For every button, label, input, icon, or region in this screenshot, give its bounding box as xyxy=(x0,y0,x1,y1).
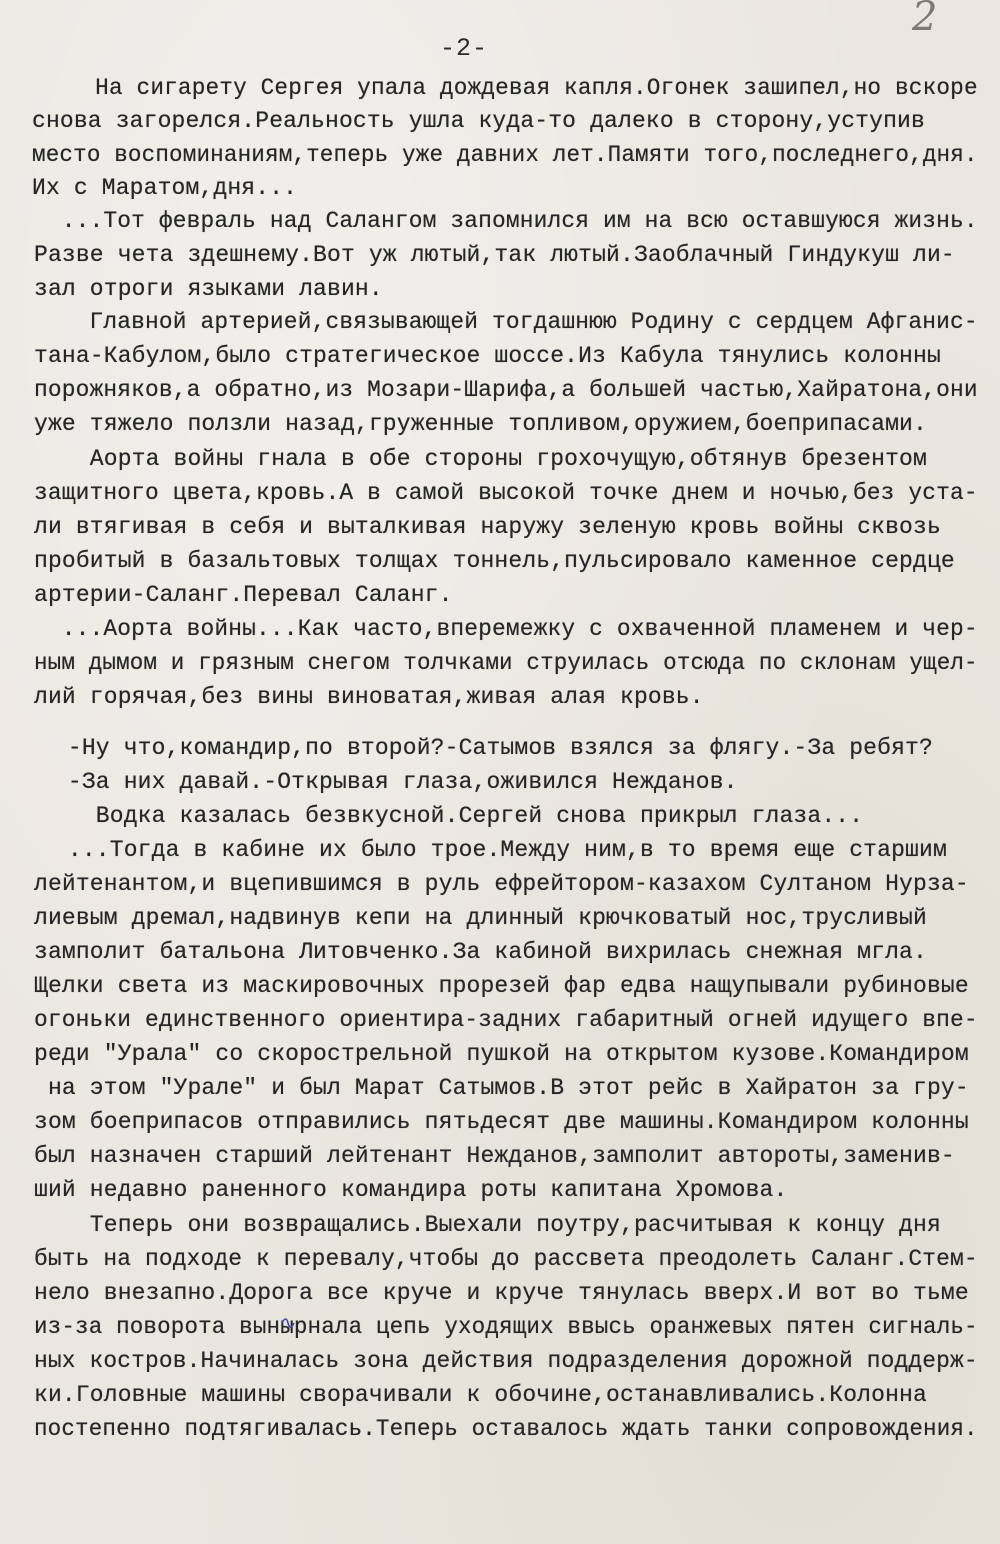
text-line: огоньки единственного ориентира-задних габаритный огней идущего впе- xyxy=(34,1007,978,1033)
text-line: Разве чета здешнему.Вот уж лютый,так лютый.Заоблачный Гиндукуш ли- xyxy=(34,242,955,268)
text-line: нело внезапно.Дорога все круче и круче тянулась вверх.И вот во тьме xyxy=(34,1280,969,1306)
archive-page-number: 2 xyxy=(912,0,938,40)
text-line: ки.Головные машины сворачивали к обочине,останавливались.Колонна xyxy=(34,1382,927,1408)
text-line: ...Тот февраль над Салангом запомнился им на всю оставшуюся жизнь. xyxy=(34,208,978,234)
text-line: Их с Маратом,дня... xyxy=(32,175,298,201)
text-line: -Ну что,командир,по второй?-Сатымов взялся за флягу.-За ребят? xyxy=(40,735,933,761)
text-line: на этом "Урале" и был Марат Сатымов.В этот рейс в Хайратон за гру- xyxy=(34,1075,969,1101)
text-line: Теперь они возвращались.Выехали поутру,расчитывая к концу дня xyxy=(34,1212,941,1238)
text-line: место воспоминаниям,теперь уже давних лет.Памяти того,последнего,дня. xyxy=(32,142,978,168)
text-line: из-за поворота вынырнала цепь уходящих ввысь оранжевых пятен сигналь- xyxy=(34,1314,978,1340)
text-line: ным дымом и грязным снегом толчками струилась отсюда по склонам ущел- xyxy=(34,650,978,676)
text-line: лейтенантом,и вцепившимся в руль ефрейтором-казахом Султаном Нурза- xyxy=(34,871,969,897)
text-line: замполит батальона Литовченко.За кабиной вихрилась снежная мгла. xyxy=(34,939,927,965)
text-line: артерии-Саланг.Перевал Саланг. xyxy=(34,582,453,608)
text-line: был назначен старший лейтенант Нежданов,замполит автороты,заменив- xyxy=(34,1143,955,1169)
text-line: лиевым дремал,надвинув кепи на длинный крючковатый нос,трусливый xyxy=(34,905,927,931)
text-line: Водка казалась безвкусной.Сергей снова прикрыл глаза... xyxy=(40,803,864,829)
text-line: ных костров.Начиналась зона действия подразделения дорожной поддерж- xyxy=(34,1348,978,1374)
text-line: защитного цвета,кровь.А в самой высокой точке днем и ночью,без уста- xyxy=(34,480,978,506)
text-line: лий горячая,без вины виноватая,живая алая кровь. xyxy=(34,684,704,710)
text-line: Щелки света из маскировочных прорезей фар едва нащупывали рубиновые xyxy=(34,973,969,999)
text-line: быть на подходе к перевалу,чтобы до рассвета преодолеть Саланг.Стем- xyxy=(34,1246,978,1272)
text-line: уже тяжело ползли назад,груженные топливом,оружием,боеприпасами. xyxy=(34,411,927,437)
text-line: порожняков,а обратно,из Мозари-Шарифа,а большей частью,Хайратона,они xyxy=(34,377,978,403)
text-line: Аорта войны гнала в обе стороны грохочущую,обтянув брезентом xyxy=(34,446,927,472)
text-line: ...Аорта войны...Как часто,вперемежку с охваченной пламенем и чер- xyxy=(34,616,978,642)
text-line: реди "Урала" со скорострельной пушкой на открытом кузове.Командиром xyxy=(34,1041,969,1067)
text-line: снова загорелся.Реальность ушла куда-то далеко в сторону,уступив xyxy=(32,108,925,134)
text-line: Главной артерией,связывающей тогдашнюю Родину с сердцем Афганис- xyxy=(34,309,978,335)
text-line: постепенно подтягивалась.Теперь оставалось ждать танки сопровождения. xyxy=(34,1416,978,1442)
text-line: ший недавно раненного командира роты капитана Хромова. xyxy=(34,1177,788,1203)
text-line: ...Тогда в кабине их было трое.Между ним,в то время еще старшим xyxy=(40,837,947,863)
text-line: зал отроги языками лавин. xyxy=(34,276,383,302)
page-number: -2- xyxy=(440,34,489,63)
text-line: ли втягивая в себя и выталкивая наружу зеленую кровь войны сквозь xyxy=(34,514,941,540)
text-line: -За них давай.-Открывая глаза,оживился Нежданов. xyxy=(40,769,738,795)
text-line: пробитый в базальтовых толщах тоннель,пульсировало каменное сердце xyxy=(34,548,955,574)
text-line: На сигарету Сергея упала дождевая капля.Огонек зашипел,но вскоре xyxy=(40,75,978,101)
text-line: зом боеприпасов отправились пятьдесят две машины.Командиром колонны xyxy=(34,1109,969,1135)
text-line: тана-Кабулом,было стратегическое шоссе.Из Кабула тянулись колонны xyxy=(34,343,941,369)
